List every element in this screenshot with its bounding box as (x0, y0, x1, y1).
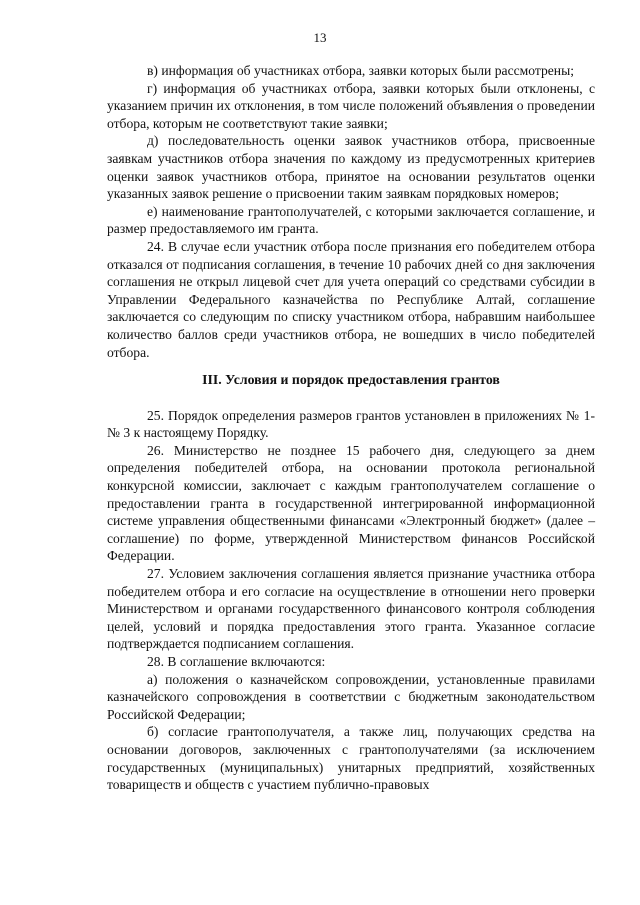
paragraph-item-v: в) информация об участниках отбора, заявки которых были рассмотрены; (147, 63, 574, 78)
paragraph-26: 26. Министерство не позднее 15 рабочего дня, следующего за днем определения победителей отбора, на основании протокола региональной конкурсной комиссии, заключает с каждым грантополучателем соглашение о предоставлении гранта в государственной интегрированной информационной системе управления общественными финансами «Электронный бюджет» (далее – соглашение) по форме, утвержденной Министерством финансов Российской Федерации. (107, 442, 595, 564)
paragraph-item-e: е) наименование грантополучателей, с которыми заключается соглашение, и размер предоставляемого им гранта. (107, 203, 595, 237)
paragraph-25: 25. Порядок определения размеров грантов установлен в приложениях № 1-№ 3 к настоящему Порядку. (107, 407, 595, 441)
paragraph-item-g: г) информация об участниках отбора, заявки которых были отклонены, с указанием причин их отклонения, в том числе положений объявления о проведении отбора, которым не соответствуют такие заявки; (107, 80, 595, 131)
section-heading: III. Условия и порядок предоставления грантов (202, 372, 500, 388)
paragraph-24: 24. В случае если участник отбора после признания его победителем отбора отказался от подписания соглашения, в течение 10 рабочих дней со дня заключения соглашения не открыл лицевой счет для учета операций со средствами субсидии в Управлении Федерального казначейства по Республике Алтай, соглашение заключается со следующим по списку участником отбора, набравшим наибольшее количество баллов среди участников отбора, не вошедших в число победителей отбора. (107, 238, 595, 360)
page-number: 13 (313, 30, 327, 45)
paragraph-27: 27. Условием заключения соглашения является признание участника отбора победителем отбора и его согласие на осуществление в отношении него проверки Министерством и органами государственного финансового контроля соблюдения целей, условий и порядка предоставления этого гранта. Указанное согласие подтверждается подписанием соглашения. (107, 566, 595, 652)
document-body (107, 62, 595, 794)
paragraph-28: 28. В соглашение включаются: (147, 654, 326, 669)
paragraph-item-d: д) последовательность оценки заявок участников отбора, присвоенные заявкам участников отбора значения по каждому из предусмотренных критериев оценки заявок участников отбора, принятое на основании результатов оценки указанных заявок решение о присвоении таким заявкам порядковых номеров; (107, 133, 595, 202)
paragraph-item-b: б) согласие грантополучателя, а также лиц, получающих средства на основании договоров, заключенных с грантополучателями (за исключением государственных (муниципальных) унитарных предприятий, хозяйственных товариществ и обществ с участием публично-правовых (107, 724, 595, 793)
paragraph-item-a: а) положения о казначейском сопровождении, установленные правилами казначейского сопровождения в соответствии с бюджетным законодательством Российской Федерации; (107, 671, 595, 722)
